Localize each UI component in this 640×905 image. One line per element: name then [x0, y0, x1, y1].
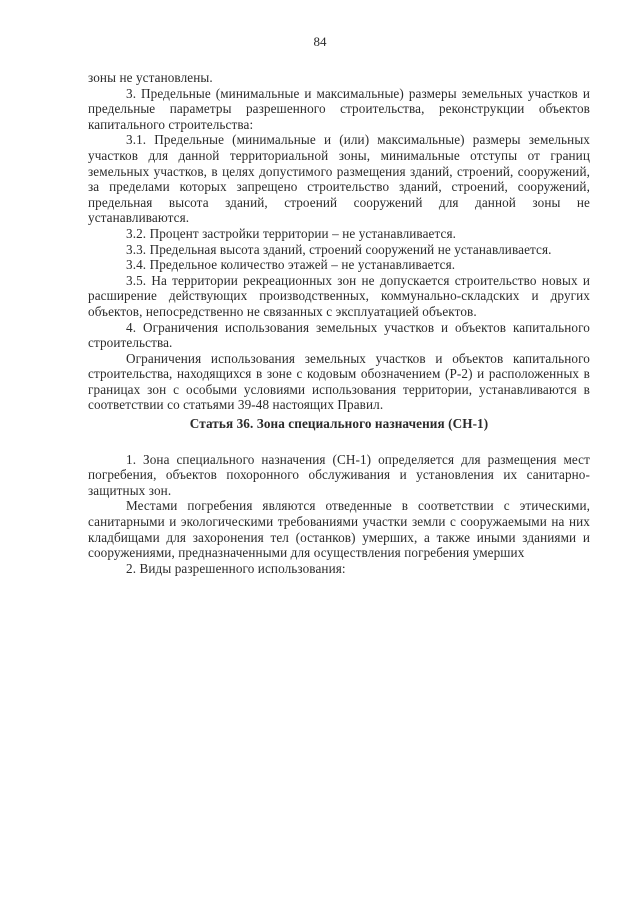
- page-number: 84: [313, 34, 327, 49]
- paragraph: 3.2. Процент застройки территории – не устанавливается.: [126, 225, 457, 241]
- paragraph: 1. Зона специального назначения (СН-1) определяется для размещения мест погребения, объектов похоронного обслуживания и установления их санитарно-защитных зон.: [88, 451, 590, 498]
- paragraph: 3.4. Предельное количество этажей – не устанавливается.: [126, 257, 456, 273]
- paragraph: 3.3. Предельная высота зданий, строений сооружений не устанавливается.: [126, 241, 552, 257]
- paragraph: 3.1. Предельные (минимальные и (или) максимальные) размеры земельных участков для данной территориальной зоны, минимальные отступы от границ земельных участков, в целях допустимого размещения зданий, строений, сооружений, за пределами которых запрещено строительство зданий, строений, сооружений, предельная высота зданий, строений сооружений для данной зоны не устанавливаются.: [88, 132, 590, 226]
- paragraph: 4. Ограничения использования земельных участков и объектов капитального строительства.: [88, 319, 590, 351]
- paragraph: 3. Предельные (минимальные и максимальные) размеры земельных участков и предельные параметры разрешенного строительства, реконструкции объектов капитального строительства:: [88, 85, 590, 132]
- paragraph: зоны не установлены.: [88, 70, 213, 85]
- paragraph: Местами погребения являются отведенные в соответствии с этическими, санитарными и экологическими требованиями участки земли с сооружаемыми на них кладбищами для захоронения тел (останков) умерших, а также иными зданиями и сооружениями, предназначенными для осуществления погребения умерших: [88, 498, 590, 561]
- document-body: [88, 70, 590, 576]
- article-heading: Статья 36. Зона специального назначения (СН-1): [189, 416, 489, 432]
- paragraph: Ограничения использования земельных участков и объектов капитального строительства, находящихся в зоне с кодовым обозначением (Р-2) и расположенных в границах зон с особыми условиями использования территории, устанавливаются в соответствии со статьями 39-48 настоящих Правил.: [88, 350, 590, 413]
- paragraph: 3.5. На территории рекреационных зон не допускается строительство новых и расширение действующих производственных, коммунально-складских и других объектов, непосредственно не связанных с эксплуатацией объектов.: [88, 272, 590, 319]
- paragraph: 2. Виды разрешенного использования:: [126, 560, 346, 576]
